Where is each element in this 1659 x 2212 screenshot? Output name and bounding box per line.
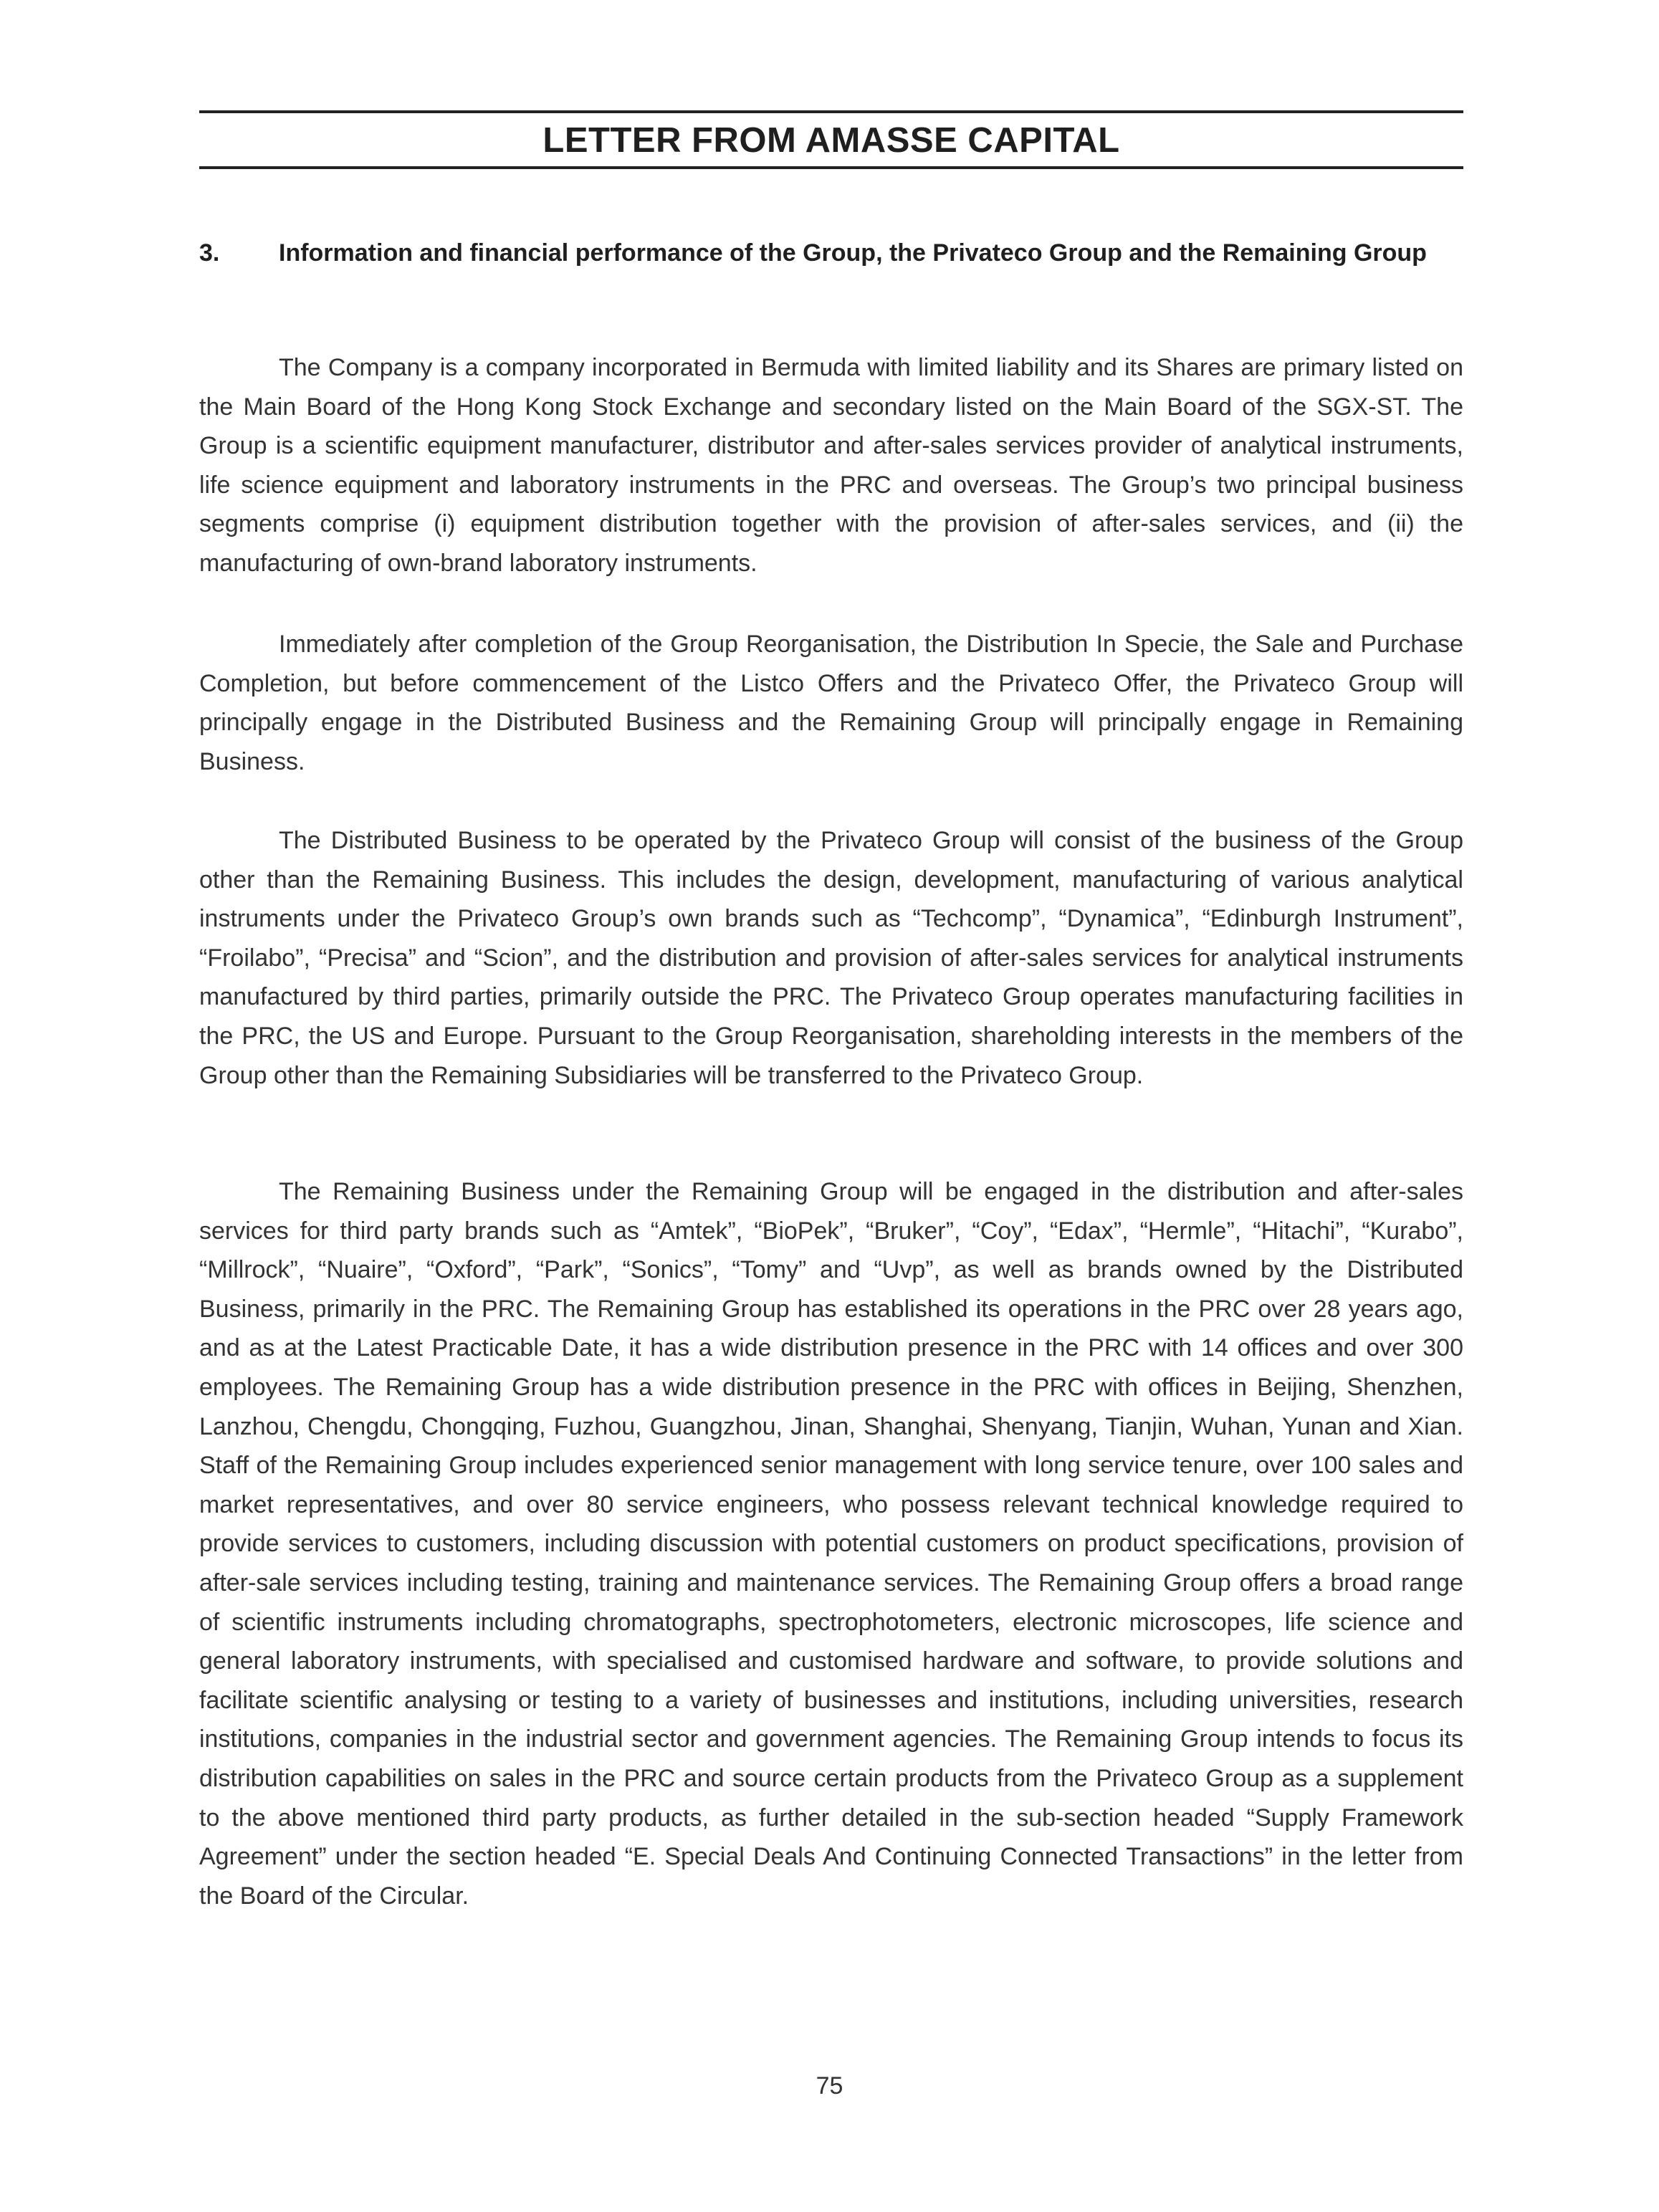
paragraph-company-overview: The Company is a company incorporated in Bermuda with limited liability and its Shares are primary listed on the Main Board of the Hong Kong Stock Exchange and secondary listed on the Main Board of the SGX-ST. The Group is a scientific equipment manufacturer, distributor and after-sales services provider of analytical instruments, life science equipment and laboratory instruments in the PRC and overseas. The Group’s two principal business segments comprise (i) equipment distribution together with the provision of after-sales services, and (ii) the manufacturing of own-brand laboratory instruments.: [199, 354, 1463, 577]
paragraph-post-reorganisation: Immediately after completion of the Group Reorganisation, the Distribution In Specie, the Sale and Purchase Completion, but before commencement of the Listco Offers and the Privateco Offer, the Privateco Group will principally engage in the Distributed Business and the Remaining Group will principally engage in Remaining Business.: [199, 631, 1463, 775]
paragraph-distributed-business: The Distributed Business to be operated by the Privateco Group will consist of the business of the Group other than the Remaining Business. This includes the design, development, manufacturing of various analytical instruments under the Privateco Group’s own brands such as “Techcomp”, “Dynamica”, “Edinburgh Instrument”, “Froilabo”, “Precisa” and “Scion”, and the distribution and provision of after-sales services for analytical instruments manufactured by third parties, primarily outside the PRC. The Privateco Group operates manufacturing facilities in the PRC, the US and Europe. Pursuant to the Group Reorganisation, shareholding interests in the members of the Group other than the Remaining Subsidiaries will be transferred to the Privateco Group.: [199, 827, 1463, 1089]
header-top-rule: [199, 110, 1463, 113]
paragraph-remaining-business: The Remaining Business under the Remaining Group will be engaged in the distribution and after-sales services for third party brands such as “Amtek”, “BioPek”, “Bruker”, “Coy”, “Edax”, “Hermle”, “Hitachi”, “Kurabo”, “Millrock”, “Nuaire”, “Oxford”, “Park”, “Sonics”, “Tomy” and “Uvp”, as well as brands owned by the Distributed Business, primarily in the PRC. The Remaining Group has established its operations in the PRC over 28 years ago, and as at the Latest Practicable Date, it has a wide distribution presence in the PRC with 14 offices and over 300 employees. The Remaining Group has a wide distribution presence in the PRC with offices in Beijing, Shenzhen, Lanzhou, Chengdu, Chongqing, Fuzhou, Guangzhou, Jinan, Shanghai, Shenyang, Tianjin, Wuhan, Yunan and Xian. Staff of the Remaining Group includes experienced senior management with long service tenure, over 100 sales and market representatives, and over 80 service engineers, who possess relevant technical knowledge required to provide services to customers, including discussion with potential customers on product specifications, provision of after-sale services including testing, training and maintenance services. The Remaining Group offers a broad range of scientific instruments including chromatographs, spectrophotometers, electronic microscopes, life science and general laboratory instruments, with specialised and customised hardware and software, to provide solutions and facilitate scientific analysing or testing to a variety of businesses and institutions, including universities, research institutions, companies in the industrial sector and government agencies. The Remaining Group intends to focus its distribution capabilities on sales in the PRC and source certain products from the Privateco Group as a supplement to the above mentioned third party products, as further detailed in the sub-section headed “Supply Framework Agreement” under the section headed “E. Special Deals And Continuing Connected Transactions” in the letter from the Board of the Circular.: [199, 1178, 1463, 1910]
section-number: 3.: [199, 239, 220, 267]
page-header-title: LETTER FROM AMASSE CAPITAL: [542, 121, 1120, 160]
header-bottom-rule: [199, 166, 1463, 169]
page-number: 75: [816, 2072, 843, 2100]
section-title: Information and financial performance of the Group, the Privateco Group and the Remaining Group: [279, 239, 1427, 267]
